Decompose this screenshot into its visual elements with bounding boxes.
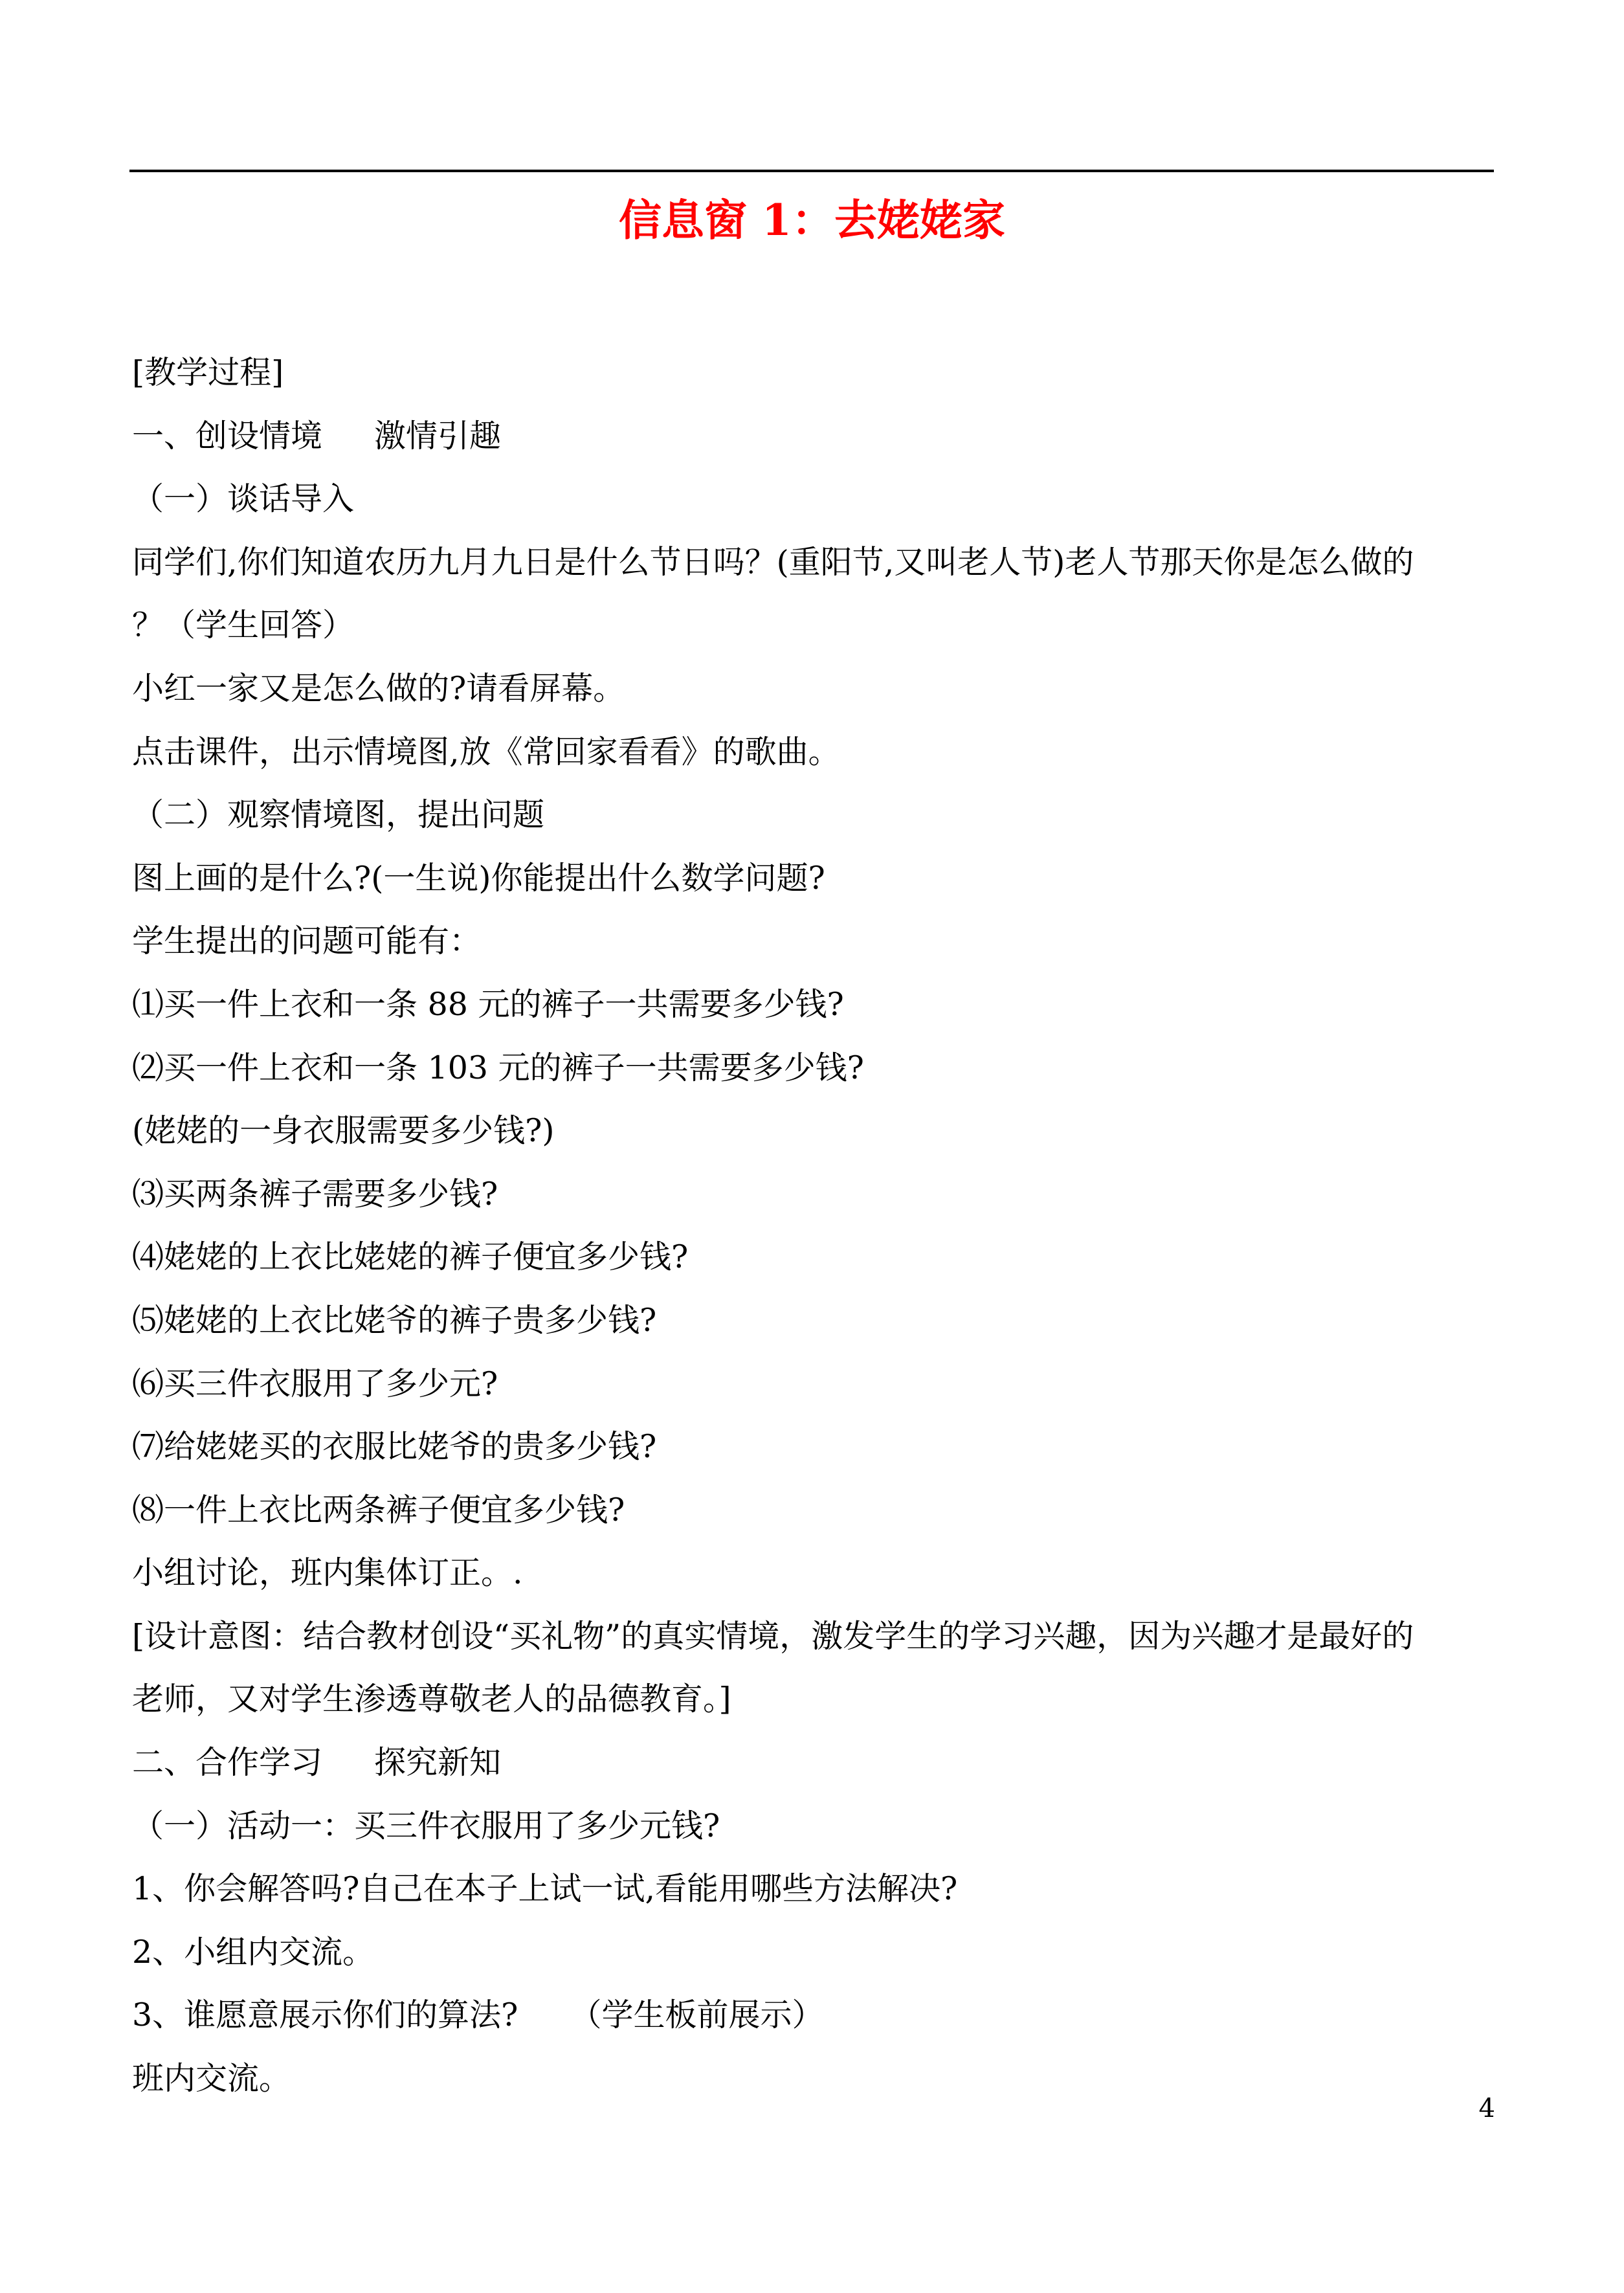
question-item: ⑹买三件衣服用了多少元? [132,1365,498,1402]
subsection-heading-1-1: （一）谈话导入 [132,480,355,518]
section-heading-2-text: 二、合作学习 [132,1744,323,1782]
paragraph-line: 小红一家又是怎么做的?请看屏幕。 [132,669,625,707]
question-item: ⑵买一件上衣和一条 103 元的裤子一共需要多少钱? [132,1049,864,1086]
subsection-heading-2-1: （一）活动一：买三件衣服用了多少元钱? [132,1807,720,1844]
section-heading-2 [132,1731,1494,1795]
question-item: ⑻一件上衣比两条裤子便宜多少钱? [132,1491,625,1528]
paragraph-line: 小组讨论，班内集体订正。. [132,1554,523,1592]
page-number: 4 [1478,2094,1495,2123]
paragraph-line: 班内交流。 [132,2060,291,2097]
document-body [132,341,1494,2110]
paragraph-line: 学生提出的问题可能有： [132,923,482,960]
design-intent-line: 老师，又对学生渗透尊敬老人的品德教育。] [132,1681,731,1718]
paragraph-line: 图上画的是什么?(一生说)你能提出什么数学问题? [132,859,825,897]
step-item: 1、你会解答吗?自己在本子上试一试,看能用哪些方法解决? [132,1870,958,1908]
step-item-note: （学生板前展示） [570,1997,824,2034]
header-rule [129,170,1494,172]
section-label-teaching-process: [教学过程] [132,354,284,391]
step-item: 2、小组内交流。 [132,1933,375,1971]
section-heading-1 [132,405,1494,468]
design-intent-line: [设计意图：结合教材创设“买礼物”的真实情境，激发学生的学习兴趣，因为兴趣才是最好的 [132,1617,1414,1655]
section-heading-1-text: 一、创设情境 [132,417,323,454]
question-item: (姥姥的一身衣服需要多少钱?) [132,1112,555,1150]
document-title: 信息窗 1：去姥姥家 [619,195,1005,245]
question-item: ⑷姥姥的上衣比姥姥的裤子便宜多少钱? [132,1238,689,1276]
subsection-heading-1-2: （二）观察情境图，提出问题 [132,796,545,834]
paragraph-line: ？（学生回答） [132,607,355,644]
question-item: ⑺给姥姥买的衣服比姥爷的贵多少钱? [132,1428,657,1466]
step-item-text: 3、谁愿意展示你们的算法? [132,1997,518,2034]
question-item: ⑸姥姥的上衣比姥爷的裤子贵多少钱? [132,1301,657,1339]
paragraph-line: 同学们,你们知道农历九月九日是什么节日吗？(重阳节,又叫老人节)老人节那天你是怎么做的 [132,543,1414,581]
section-heading-1-suffix: 激情引趣 [374,417,502,454]
step-item [132,1984,1494,2047]
section-heading-2-suffix: 探究新知 [374,1744,502,1782]
paragraph-line: 点击课件，出示情境图,放《常回家看看》的歌曲。 [132,733,840,770]
question-item: ⑶买两条裤子需要多少钱? [132,1175,498,1213]
question-item: ⑴买一件上衣和一条 88 元的裤子一共需要多少钱? [132,985,844,1023]
